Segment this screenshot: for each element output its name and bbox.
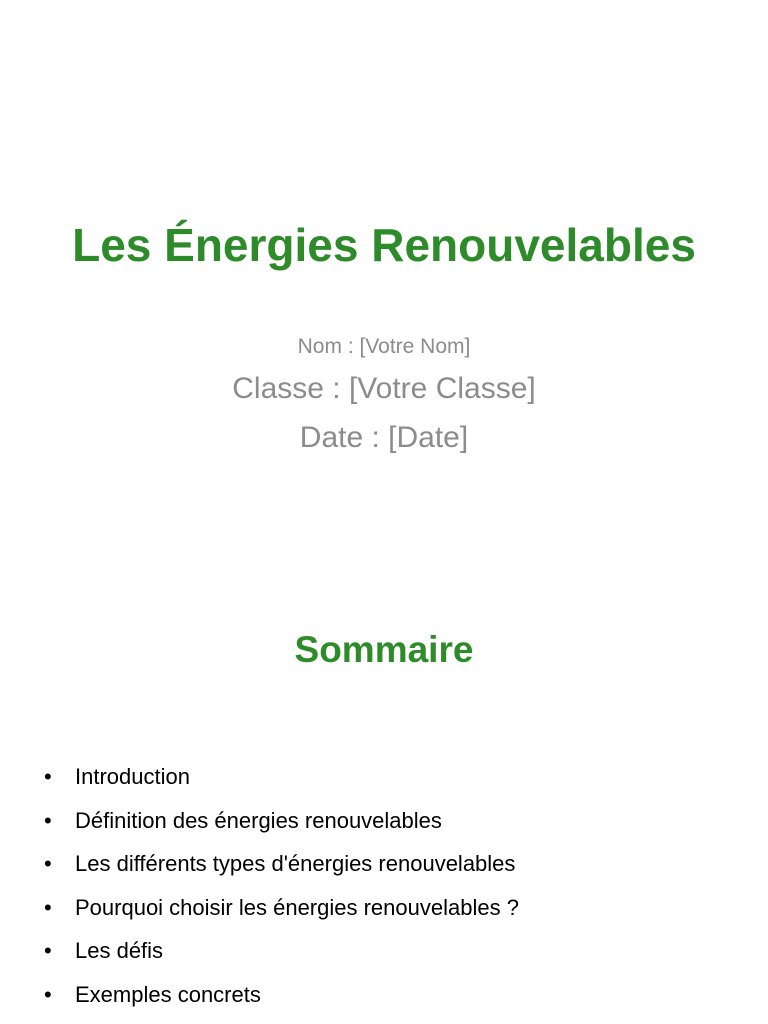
summary-item-label: Les défis (75, 938, 164, 964)
bullet-icon: • (44, 938, 52, 964)
summary-item-label: Exemples concrets (75, 981, 261, 1007)
document-date-line: Date : [Date] (299, 421, 469, 454)
summary-item-label: Pourquoi choisir les énergies renouvelables ? (75, 894, 519, 920)
bullet-icon: • (44, 851, 52, 877)
summary-item (42, 799, 519, 843)
bullet-icon: • (44, 894, 52, 920)
summary-item (42, 929, 519, 973)
summary-item-label: Introduction (75, 764, 190, 789)
summary-item-label: Définition des énergies renouvelables (75, 807, 442, 833)
bullet-icon: • (44, 981, 52, 1007)
student-class-line: Classe : [Votre Classe] (232, 372, 536, 405)
student-name-line: Nom : [Votre Nom] (297, 335, 471, 358)
document-title: Les Énergies Renouvelables (72, 219, 696, 271)
summary-item (42, 973, 519, 1017)
summary-item-label: Les différents types d'énergies renouvelables (75, 851, 516, 877)
bullet-icon: • (44, 764, 52, 789)
summary-item (42, 886, 519, 930)
summary-item (42, 755, 519, 799)
summary-heading: Sommaire (294, 629, 474, 670)
summary-list (42, 755, 519, 1017)
bullet-icon: • (44, 807, 52, 833)
summary-item (42, 842, 519, 886)
